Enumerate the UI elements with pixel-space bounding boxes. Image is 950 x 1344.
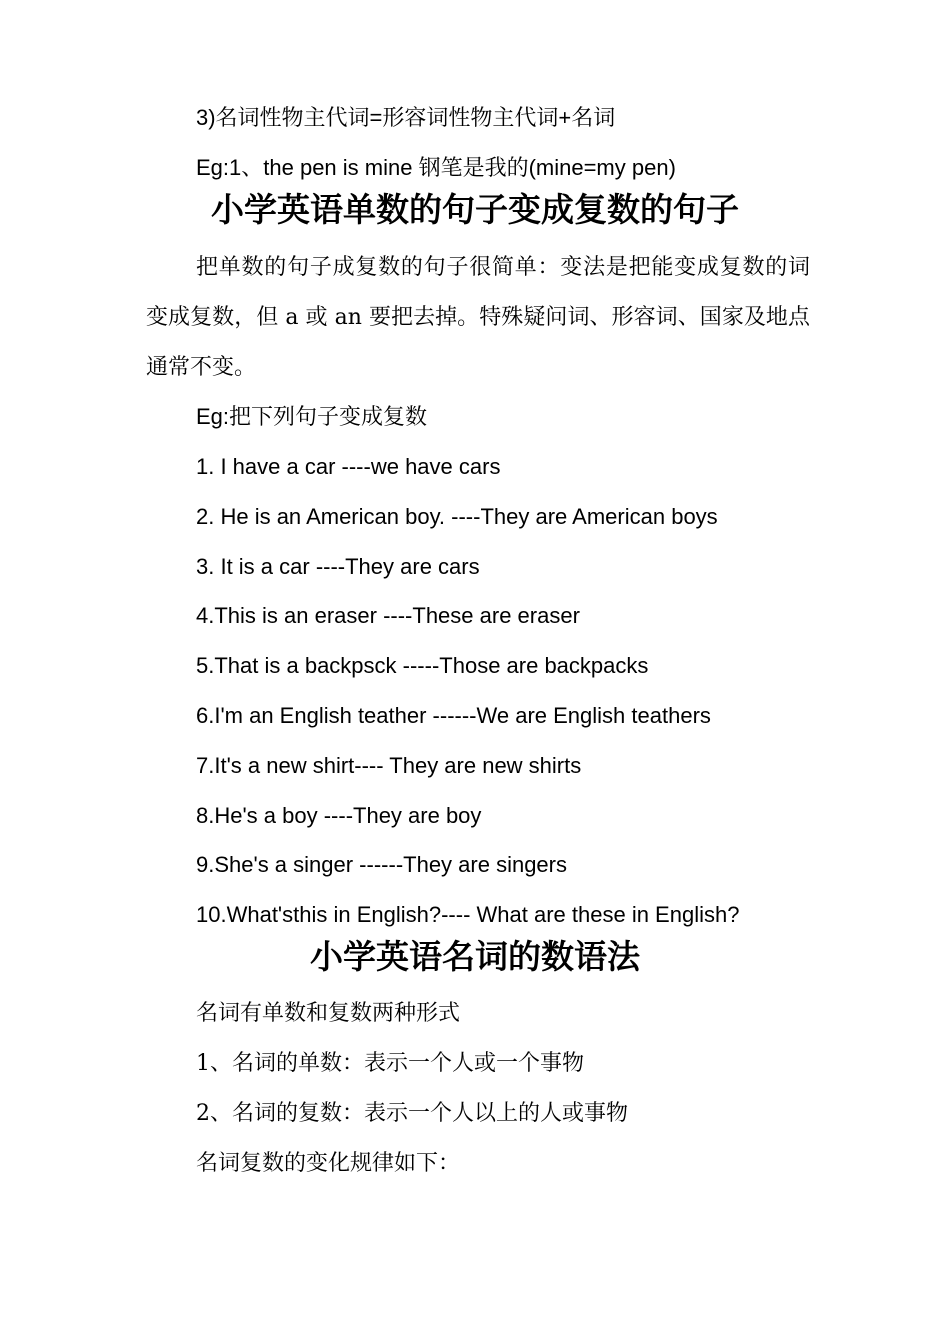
noun-number-line: 名词复数的变化规律如下： — [196, 1151, 461, 1176]
example-label: Eg:把下列句子变成复数 — [196, 404, 428, 429]
section-heading-noun-number: 小学英语名词的数语法 — [310, 937, 640, 976]
noun-number-line: 名词有单数和复数两种形式 — [196, 1001, 461, 1026]
intro-line-possessive-pronoun: 3)名词性物主代词=形容词性物主代词+名词 — [196, 105, 616, 130]
example-item: 5.That is a backpsck -----Those are backpacks — [196, 653, 649, 678]
intro-line-example: Eg:1、the pen is mine 钢笔是我的(mine=my pen) — [196, 155, 676, 180]
example-item: 3. It is a car ----They are cars — [196, 554, 480, 579]
example-item: 7.It's a new shirt---- They are new shirts — [196, 753, 582, 778]
example-item: 4.This is an eraser ----These are eraser — [196, 603, 580, 628]
noun-number-line: 1、名词的单数：表示一个人或一个事物 — [196, 1051, 584, 1076]
example-item: 2. He is an American boy. ----They are American boys — [196, 504, 718, 529]
example-item: 10.What'sthis in English?---- What are these in English? — [196, 902, 740, 927]
example-item: 9.She's a singer ------They are singers — [196, 852, 567, 877]
example-item: 6.I'm an English teather ------We are English teathers — [196, 703, 711, 728]
example-item: 8.He's a boy ----They are boy — [196, 803, 482, 828]
section-paragraph-rules: 把单数的句子成复数的句子很简单：变法是把能变成复数的词变成复数，但 a 或 an 要把去掉。特殊疑问词、形容词、国家及地点通常不变。 — [146, 255, 810, 380]
section-heading-singular-to-plural: 小学英语单数的句子变成复数的句子 — [211, 190, 739, 229]
noun-number-line: 2、名词的复数：表示一个人以上的人或事物 — [196, 1101, 628, 1126]
example-item: 1. I have a car ----we have cars — [196, 454, 501, 479]
